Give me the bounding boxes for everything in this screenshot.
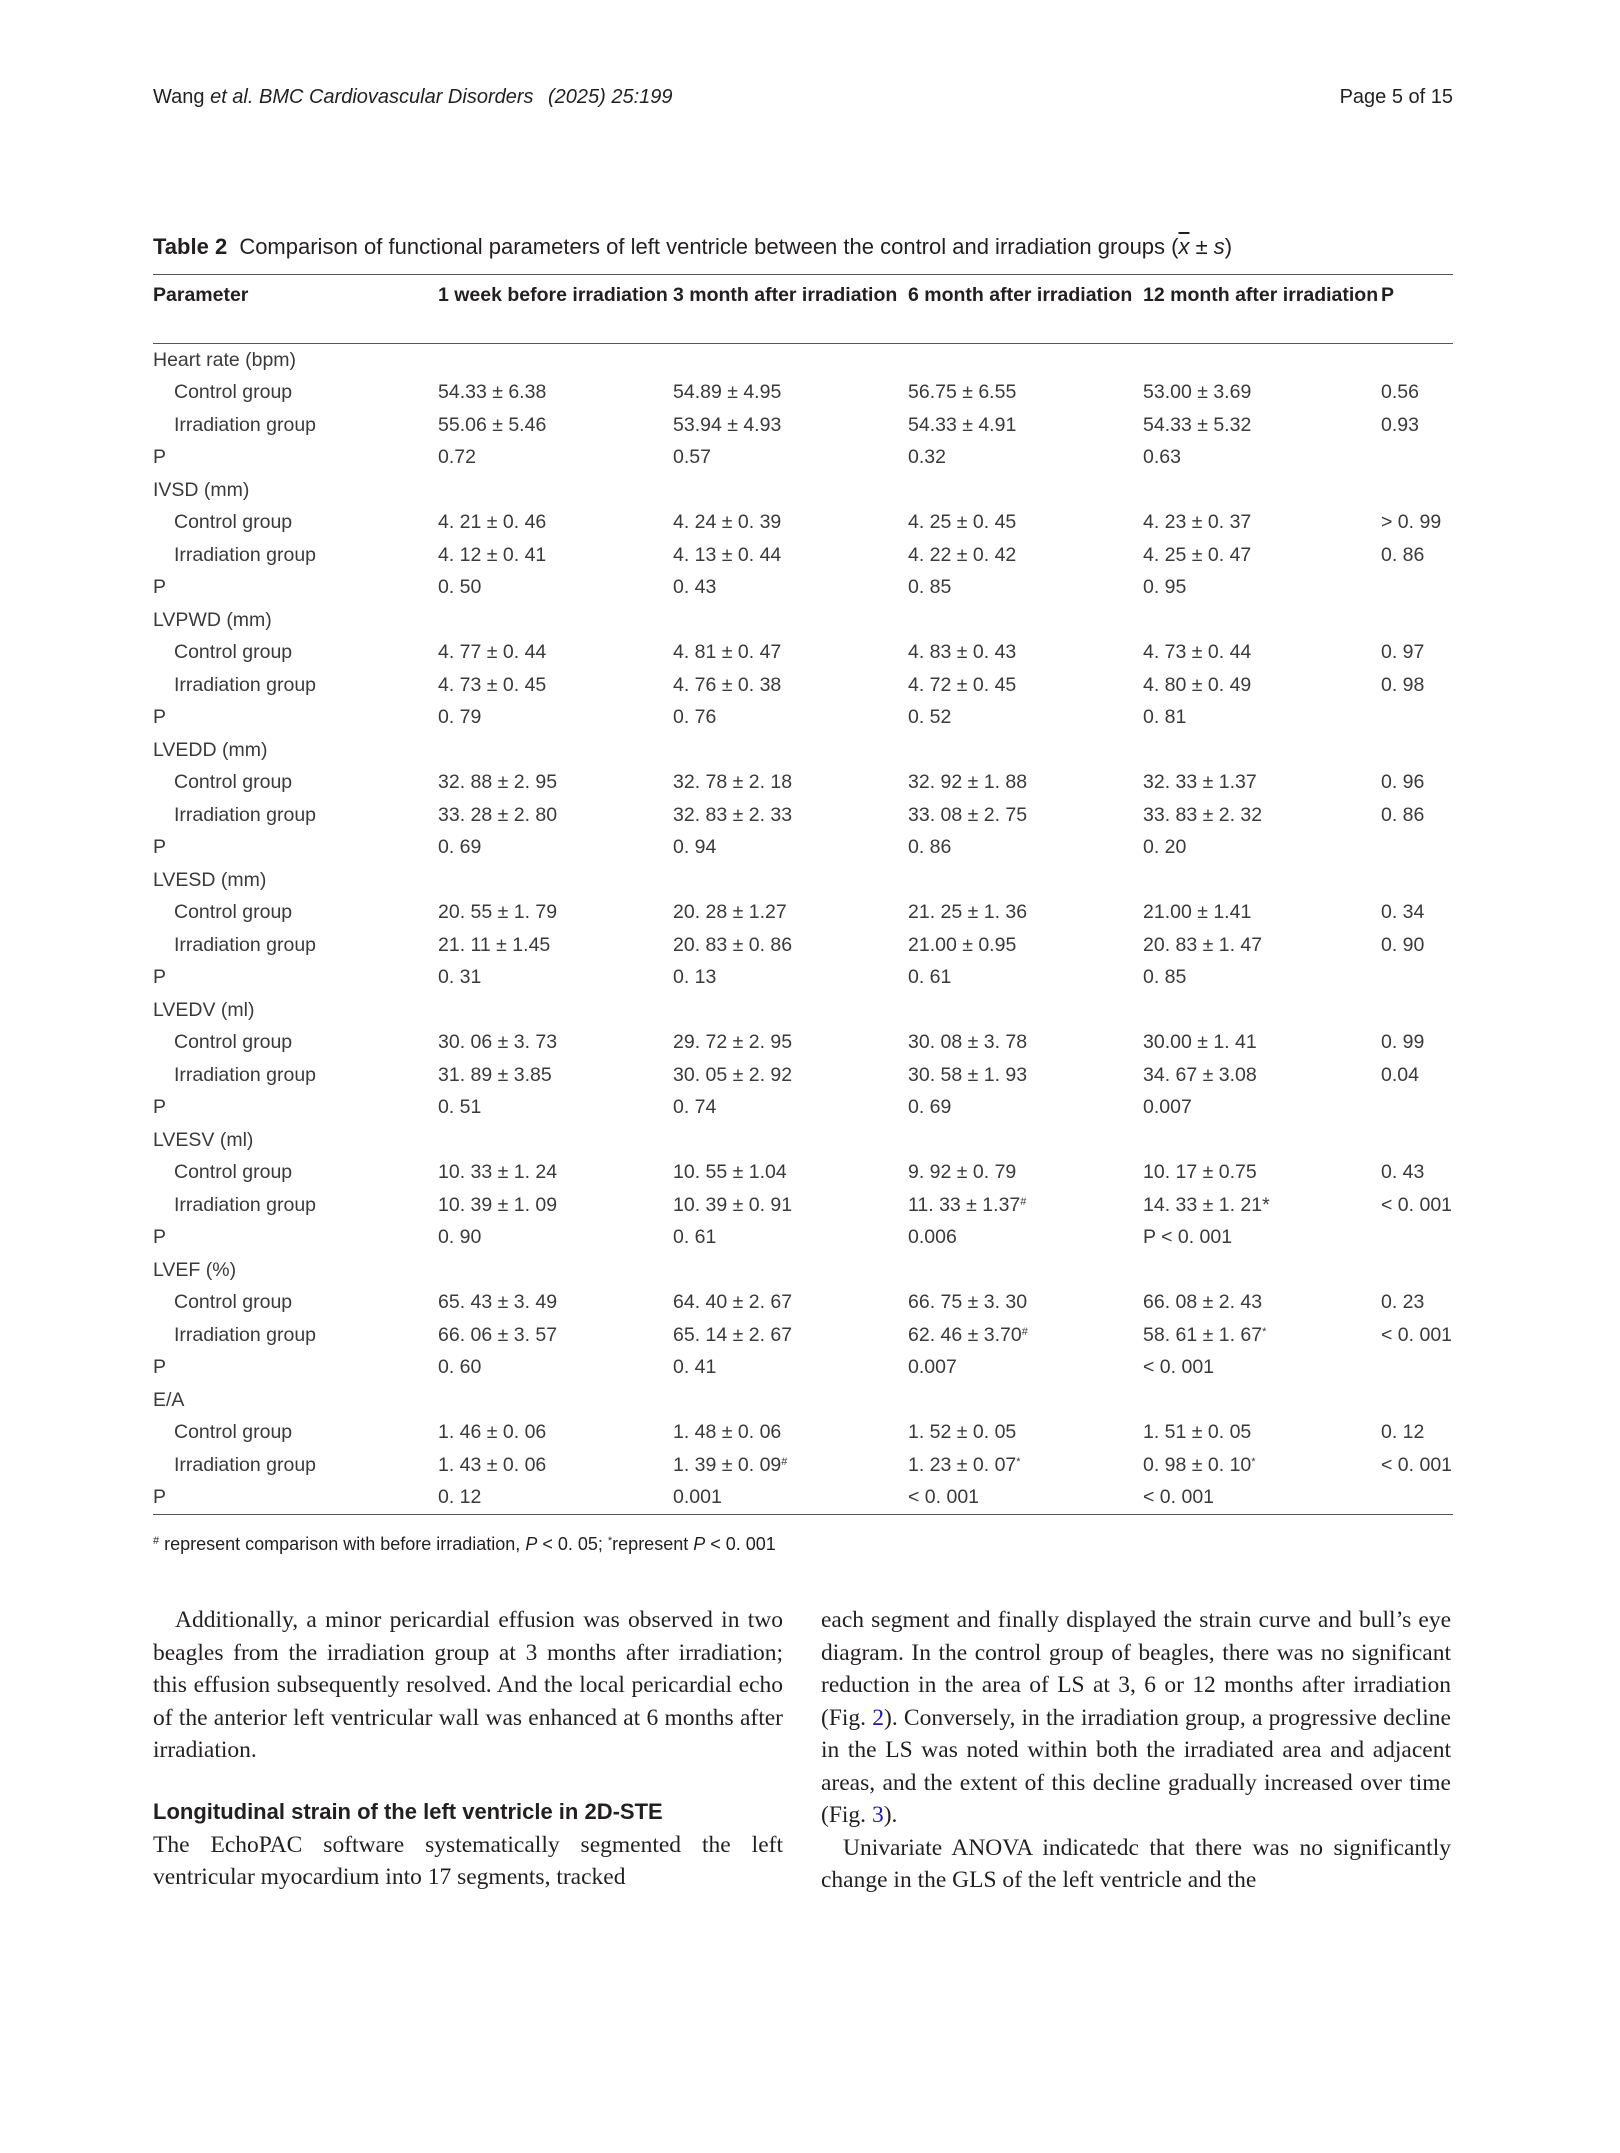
table-cell: < 0. 001 [1143, 1356, 1215, 1379]
table-cell: 0. 13 [673, 966, 717, 989]
table-cell: 0. 34 [1381, 901, 1425, 924]
table-cell: 0. 97 [1381, 641, 1425, 664]
table-cell: 0. 76 [673, 706, 717, 729]
table-cell: 0. 12 [438, 1486, 482, 1509]
table-cell: 30.00 ± 1. 41 [1143, 1031, 1257, 1054]
paragraph: The EchoPAC software systematically segmented the left ventricular myocardium into 17 segments, tracked [153, 1831, 783, 1890]
table-footnote: # represent comparison with before irradiation, P < 0. 05; *represent P < 0. 001 [153, 1534, 776, 1554]
p-label: P [153, 446, 167, 469]
table-cell: 0. 95 [1143, 576, 1187, 599]
table-cell: 4. 13 ± 0. 44 [673, 543, 782, 566]
table-cell: 4. 25 ± 0. 47 [1143, 543, 1252, 566]
parameter-name: LVEDV (ml) [153, 998, 255, 1021]
table-cell: 64. 40 ± 2. 67 [673, 1291, 793, 1314]
table-cell: 65. 14 ± 2. 67 [673, 1323, 793, 1346]
table-cell: 0. 94 [673, 836, 717, 859]
table-row [153, 1319, 1453, 1352]
table-row [153, 962, 1453, 995]
table-cell: > 0. 99 [1381, 511, 1442, 534]
running-header [153, 86, 1453, 114]
table-row [153, 1189, 1453, 1222]
table-cell: 31. 89 ± 3.85 [438, 1063, 552, 1086]
table-cell [1143, 994, 1381, 1027]
table-row [153, 1384, 1453, 1417]
table-cell [908, 474, 1143, 507]
table-cell [908, 734, 1143, 767]
table-cell: 10. 17 ± 0.75 [1143, 1161, 1257, 1184]
table-cell [438, 1254, 673, 1287]
group-label: Control group [174, 1291, 293, 1314]
table-row [153, 767, 1453, 800]
table-cell: 1. 39 ± 0. 09# [673, 1453, 788, 1476]
table-cell [438, 604, 673, 637]
column-header: P [1381, 284, 1395, 306]
table-row [153, 377, 1453, 410]
table-cell [673, 1124, 908, 1157]
table-row [153, 897, 1453, 930]
table-cell: 1. 51 ± 0. 05 [1143, 1421, 1252, 1444]
table-row [153, 1092, 1453, 1125]
table-cell [908, 1384, 1143, 1417]
table-cell [1381, 962, 1453, 995]
table-cell: 0. 90 [1381, 933, 1425, 956]
table-cell: 0. 86 [1381, 803, 1425, 826]
table-cell: 0.001 [673, 1486, 722, 1509]
table-row [153, 832, 1453, 865]
table-label: Table 2 [153, 234, 228, 259]
table-row [153, 1254, 1453, 1287]
table-row [153, 1352, 1453, 1385]
table-cell: 0. 43 [1381, 1161, 1425, 1184]
table-cell [673, 864, 908, 897]
table-row [153, 344, 1453, 377]
table-cell: 66. 75 ± 3. 30 [908, 1291, 1028, 1314]
table-cell [1381, 442, 1453, 475]
table-row [153, 474, 1453, 507]
table-cell [1381, 1352, 1453, 1385]
column-header: 6 month after irradiation [908, 284, 1133, 306]
p-label: P [153, 966, 167, 989]
table-cell: 30. 06 ± 3. 73 [438, 1031, 558, 1054]
table-cell: 33. 08 ± 2. 75 [908, 803, 1028, 826]
table-cell: 58. 61 ± 1. 67* [1143, 1323, 1267, 1346]
table-cell: 4. 24 ± 0. 39 [673, 511, 782, 534]
table-cell [1381, 734, 1453, 767]
table-cell: 32. 92 ± 1. 88 [908, 771, 1028, 794]
table-cell: 4. 83 ± 0. 43 [908, 641, 1017, 664]
group-label: Control group [174, 1421, 293, 1444]
table-cell [908, 604, 1143, 637]
table-cell: 0. 98 [1381, 673, 1425, 696]
table-cell: 0. 96 [1381, 771, 1425, 794]
table-row [153, 929, 1453, 962]
significance-mark: # [781, 1455, 788, 1468]
caption-text: Comparison of functional parameters of left ventricle between the control and irradiation groups ( [239, 234, 1179, 259]
p-label: P [153, 706, 167, 729]
table-cell [1143, 864, 1381, 897]
table-cell [1381, 1124, 1453, 1157]
table-cell: 32. 83 ± 2. 33 [673, 803, 793, 826]
table-cell: 56.75 ± 6.55 [908, 381, 1017, 404]
table-cell: 0. 85 [908, 576, 952, 599]
p-label: P [153, 836, 167, 859]
table-cell: 0. 69 [908, 1096, 952, 1119]
table-cell: 9. 92 ± 0. 79 [908, 1161, 1017, 1184]
table-body [153, 344, 1453, 1515]
table-cell: 65. 43 ± 3. 49 [438, 1291, 558, 1314]
table-row [153, 1059, 1453, 1092]
table-cell: 20. 55 ± 1. 79 [438, 901, 558, 924]
parameter-name: LVPWD (mm) [153, 608, 272, 631]
column-header: 1 week before irradiation [438, 284, 668, 306]
column-header: Parameter [153, 284, 249, 306]
table-cell [1143, 474, 1381, 507]
table-cell: 10. 39 ± 1. 09 [438, 1193, 558, 1216]
group-label: Irradiation group [174, 803, 317, 826]
group-label: Irradiation group [174, 413, 317, 436]
page-number: Page 5 of 15 [1339, 86, 1453, 108]
group-label: Control group [174, 901, 293, 924]
table-cell: 0.63 [1143, 446, 1181, 469]
paragraph: each segment and finally displayed the strain curve and bull’s eye diagram. In the control group of beagles, there was no significant reduction in the area of LS at 3, 6 or 12 months after irradiation (Fig. 2). Conversely, in the irradiation group, a progressive decline in the LS was noted within both the irradiated area and adjacent areas, and the extent of this decline gradually increased over time (Fig. 3). [821, 1607, 1451, 1828]
table-cell: 55.06 ± 5.46 [438, 413, 547, 436]
table-cell [1143, 734, 1381, 767]
table-row [153, 1482, 1453, 1515]
results-table [153, 274, 1453, 1515]
table-cell [1143, 604, 1381, 637]
table-cell: 4. 81 ± 0. 47 [673, 641, 782, 664]
parameter-name: LVEDD (mm) [153, 738, 268, 761]
table-cell [1381, 474, 1453, 507]
table-cell: 0. 90 [438, 1226, 482, 1249]
body-column-right [821, 1604, 1451, 1897]
table-cell: < 0. 001 [908, 1486, 980, 1509]
table-row [153, 539, 1453, 572]
table-row [153, 1287, 1453, 1320]
table-cell: 10. 55 ± 1.04 [673, 1161, 787, 1184]
table-cell [1381, 864, 1453, 897]
table-row [153, 1417, 1453, 1450]
table-cell: 0. 20 [1143, 836, 1187, 859]
table-cell: 66. 06 ± 3. 57 [438, 1323, 558, 1346]
table-cell: 54.33 ± 6.38 [438, 381, 547, 404]
body-column-left [153, 1604, 783, 1894]
table-cell: 0.007 [908, 1356, 957, 1379]
table-cell: 0.007 [1143, 1096, 1192, 1119]
significance-mark: * [1262, 1325, 1267, 1338]
table-cell: 0. 12 [1381, 1421, 1425, 1444]
table-cell: 21. 25 ± 1. 36 [908, 901, 1028, 924]
group-label: Control group [174, 1031, 293, 1054]
table-cell: 1. 23 ± 0. 07* [908, 1453, 1021, 1476]
table-cell: 29. 72 ± 2. 95 [673, 1031, 793, 1054]
table-cell: 4. 21 ± 0. 46 [438, 511, 547, 534]
table-cell: 21. 11 ± 1.45 [438, 933, 551, 956]
table-cell: 4. 80 ± 0. 49 [1143, 673, 1252, 696]
table-cell: 11. 33 ± 1.37# [908, 1193, 1027, 1216]
group-label: Irradiation group [174, 1193, 317, 1216]
p-label: P [153, 1356, 167, 1379]
table-cell: 0. 98 ± 0. 10* [1143, 1453, 1256, 1476]
table-row [153, 994, 1453, 1027]
table-row [153, 1157, 1453, 1190]
table-cell: 4. 77 ± 0. 44 [438, 641, 547, 664]
table-cell [1381, 832, 1453, 865]
table-cell: 4. 23 ± 0. 37 [1143, 511, 1252, 534]
table-cell: 4. 12 ± 0. 41 [438, 543, 547, 566]
table-cell: 20. 28 ± 1.27 [673, 901, 787, 924]
group-label: Irradiation group [174, 933, 317, 956]
table-cell: 62. 46 ± 3.70# [908, 1323, 1028, 1346]
table-cell: 53.94 ± 4.93 [673, 413, 782, 436]
table-cell: 0. 74 [673, 1096, 717, 1119]
parameter-name: LVEF (%) [153, 1258, 237, 1281]
table-cell: 32. 88 ± 2. 95 [438, 771, 558, 794]
table-cell: 30. 05 ± 2. 92 [673, 1063, 793, 1086]
table-row [153, 1222, 1453, 1255]
group-label: Irradiation group [174, 1063, 317, 1086]
table-cell: 0. 23 [1381, 1291, 1425, 1314]
group-label: Irradiation group [174, 673, 317, 696]
table-cell [908, 1124, 1143, 1157]
paragraph: Univariate ANOVA indicatedc that there was no significantly change in the GLS of the left ventricle and the [821, 1834, 1451, 1893]
p-label: P [153, 1486, 167, 1509]
table-row [153, 702, 1453, 735]
table-cell: 0. 52 [908, 706, 952, 729]
table-cell: 21.00 ± 1.41 [1143, 901, 1252, 924]
table-cell: 53.00 ± 3.69 [1143, 381, 1252, 404]
table-cell: 0. 69 [438, 836, 482, 859]
column-header: 12 month after irradiation [1143, 284, 1379, 306]
table-row [153, 1027, 1453, 1060]
figure-link[interactable]: 2 [872, 1704, 885, 1731]
table-row [153, 409, 1453, 442]
caption-math: $\overline{x} \pm s$ [1178, 234, 1225, 259]
table-cell [673, 1384, 908, 1417]
table-cell: 0. 60 [438, 1356, 482, 1379]
table-cell: 0. 86 [1381, 543, 1425, 566]
p-label: P [153, 576, 167, 599]
table-cell: 66. 08 ± 2. 43 [1143, 1291, 1263, 1314]
table-cell: 1. 46 ± 0. 06 [438, 1421, 547, 1444]
table-cell: 0. 99 [1381, 1031, 1425, 1054]
significance-mark: * [1251, 1455, 1256, 1468]
table-cell: 4. 22 ± 0. 42 [908, 543, 1017, 566]
table-cell [1381, 994, 1453, 1027]
significance-mark: * [1016, 1455, 1021, 1468]
table-cell [908, 1254, 1143, 1287]
group-label: Irradiation group [174, 543, 317, 566]
table-row [153, 864, 1453, 897]
table-cell [908, 864, 1143, 897]
table-cell [1143, 344, 1381, 377]
group-label: Irradiation group [174, 1453, 317, 1476]
table-cell [1143, 1384, 1381, 1417]
table-cell: 0. 61 [908, 966, 952, 989]
table-cell [1381, 1222, 1453, 1255]
table-cell [1143, 1254, 1381, 1287]
table-cell [908, 994, 1143, 1027]
table-cell: 0. 50 [438, 576, 482, 599]
paragraph: Additionally, a minor pericardial effusion was observed in two beagles from the irradiation group at 3 months after irradiation; this effusion subsequently resolved. And the local pericardial echo of the anterior left ventricular wall was enhanced at 6 months after irradiation. [153, 1607, 783, 1763]
table-row [153, 442, 1453, 475]
table-cell [673, 344, 908, 377]
p-label: P [153, 1226, 167, 1249]
table-cell [438, 994, 673, 1027]
table-cell: 0.006 [908, 1226, 957, 1249]
table-cell: 0. 79 [438, 706, 482, 729]
group-label: Control group [174, 641, 293, 664]
table-cell: 14. 33 ± 1. 21* [1143, 1193, 1270, 1216]
table-row [153, 1124, 1453, 1157]
group-label: Control group [174, 511, 293, 534]
table-cell: 30. 08 ± 3. 78 [908, 1031, 1028, 1054]
table-cell: 20. 83 ± 1. 47 [1143, 933, 1263, 956]
table-cell: 0.93 [1381, 413, 1419, 436]
journal-citation: Wang et al. BMC Cardiovascular Disorders [153, 86, 534, 108]
table-cell: 1. 52 ± 0. 05 [908, 1421, 1017, 1444]
table-cell [908, 344, 1143, 377]
table-cell: 0.32 [908, 446, 946, 469]
table-cell [1381, 1254, 1453, 1287]
table-row [153, 1449, 1453, 1482]
year-volume: (2025) 25:199 [548, 86, 673, 108]
table-row [153, 572, 1453, 605]
table-cell [438, 734, 673, 767]
table-cell [438, 864, 673, 897]
table-cell [438, 474, 673, 507]
table-cell: 0. 51 [438, 1096, 482, 1119]
table-cell [1381, 1482, 1453, 1515]
parameter-name: E/A [153, 1388, 185, 1411]
parameter-name: Heart rate (bpm) [153, 348, 297, 371]
table-cell [1381, 604, 1453, 637]
significance-mark: # [1020, 1195, 1027, 1208]
table-caption: Table 2 Comparison of functional parameters of left ventricle between the control and irradiation groups $(\overline{x} \pm s)$ [153, 234, 1233, 259]
table-cell: 54.33 ± 4.91 [908, 413, 1017, 436]
section-heading: Longitudinal strain of the left ventricle in 2D-STE [153, 1798, 663, 1824]
table-cell: 1. 43 ± 0. 06 [438, 1453, 547, 1476]
table-cell [438, 344, 673, 377]
table-cell: 33. 83 ± 2. 32 [1143, 803, 1263, 826]
table-cell [1143, 1124, 1381, 1157]
table-cell: 33. 28 ± 2. 80 [438, 803, 558, 826]
table-cell: 4. 25 ± 0. 45 [908, 511, 1017, 534]
table-cell: 4. 72 ± 0. 45 [908, 673, 1017, 696]
table-cell: 0. 43 [673, 576, 717, 599]
table-cell: 4. 73 ± 0. 45 [438, 673, 547, 696]
table-cell [438, 1124, 673, 1157]
group-label: Control group [174, 381, 293, 404]
p-label: P [153, 1096, 167, 1119]
table-cell: 0.56 [1381, 381, 1419, 404]
table-cell [673, 734, 908, 767]
column-header: 3 month after irradiation [673, 284, 898, 306]
table-cell: 4. 73 ± 0. 44 [1143, 641, 1252, 664]
table-row [153, 507, 1453, 540]
table-cell: 54.89 ± 4.95 [673, 381, 782, 404]
parameter-name: LVESD (mm) [153, 868, 267, 891]
table-cell: P < 0. 001 [1143, 1226, 1233, 1249]
table-cell [1381, 1384, 1453, 1417]
table-cell: 0.57 [673, 446, 711, 469]
table-cell: 32. 78 ± 2. 18 [673, 771, 793, 794]
group-label: Control group [174, 1161, 293, 1184]
table-cell: 21.00 ± 0.95 [908, 933, 1017, 956]
table-cell [673, 474, 908, 507]
table-cell: 10. 39 ± 0. 91 [673, 1193, 793, 1216]
table-cell: 0. 85 [1143, 966, 1187, 989]
table-row [153, 669, 1453, 702]
parameter-name: LVESV (ml) [153, 1128, 254, 1151]
table-cell: 4. 76 ± 0. 38 [673, 673, 782, 696]
table-cell: 20. 83 ± 0. 86 [673, 933, 793, 956]
table-cell: < 0. 001 [1143, 1486, 1215, 1509]
table-cell [673, 994, 908, 1027]
parameter-name: IVSD (mm) [153, 478, 250, 501]
table-cell: < 0. 001 [1381, 1453, 1453, 1476]
figure-link[interactable]: 3 [871, 1802, 884, 1828]
table-header-row [153, 275, 1453, 344]
table-cell [1381, 702, 1453, 735]
group-label: Control group [174, 771, 293, 794]
table-cell [673, 1254, 908, 1287]
table-cell [1381, 1092, 1453, 1125]
table-cell: < 0. 001 [1381, 1323, 1453, 1346]
table-cell [1381, 344, 1453, 377]
table-row [153, 734, 1453, 767]
table-cell: 0. 31 [438, 966, 482, 989]
table-cell [673, 604, 908, 637]
table-cell [438, 1384, 673, 1417]
table-cell: 0. 86 [908, 836, 952, 859]
table-cell: 34. 67 ± 3.08 [1143, 1063, 1257, 1086]
table-cell [1381, 572, 1453, 605]
table-cell: 0.72 [438, 446, 476, 469]
table-cell: < 0. 001 [1381, 1193, 1453, 1216]
group-label: Irradiation group [174, 1323, 317, 1346]
table-row [153, 799, 1453, 832]
table-cell: 0. 41 [673, 1356, 717, 1379]
table-cell: 32. 33 ± 1.37 [1143, 771, 1257, 794]
table-cell: 0. 81 [1143, 706, 1187, 729]
table-cell: 10. 33 ± 1. 24 [438, 1161, 558, 1184]
table-cell: 54.33 ± 5.32 [1143, 413, 1252, 436]
table-row [153, 604, 1453, 637]
table-cell: 0. 61 [673, 1226, 717, 1249]
significance-mark: # [1021, 1325, 1028, 1338]
table-cell: 1. 48 ± 0. 06 [673, 1421, 782, 1444]
table-cell: 0.04 [1381, 1063, 1419, 1086]
table-cell: 30. 58 ± 1. 93 [908, 1063, 1028, 1086]
table-row [153, 637, 1453, 670]
